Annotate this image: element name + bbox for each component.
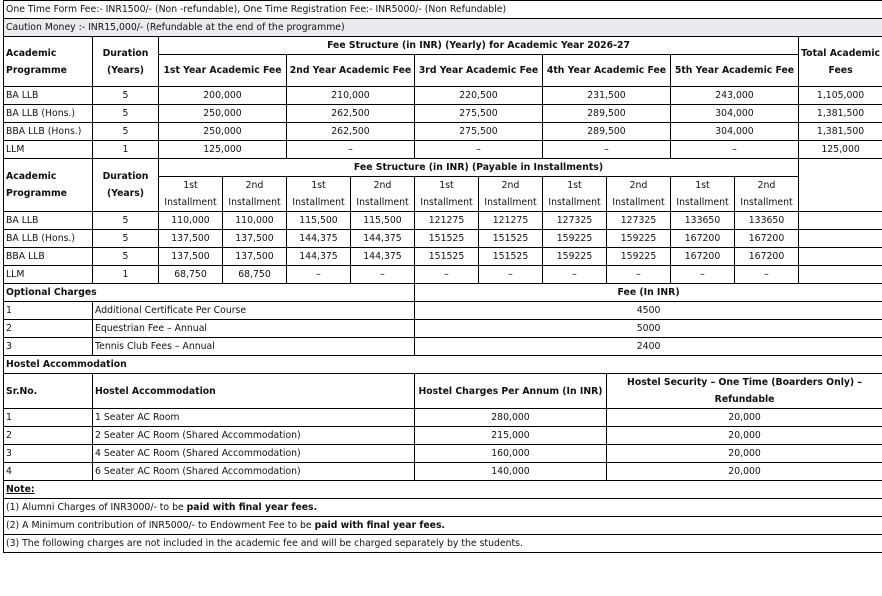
hostel-title: Hostel Accommodation	[4, 356, 882, 374]
programme-name: BA LLB	[4, 87, 93, 105]
installment-column-header	[543, 177, 607, 212]
empty-cell	[799, 248, 882, 266]
hostel-security: 20,000	[607, 463, 882, 481]
installment-value: 68,750	[223, 266, 287, 284]
installment-column-header	[223, 177, 287, 212]
duration-value: 5	[93, 87, 159, 105]
year-fee-value: 220,500	[415, 87, 543, 105]
installment-value: 151525	[415, 248, 479, 266]
installment-value: 144,375	[287, 248, 351, 266]
yearly-fee-row	[4, 87, 882, 105]
year-fee-value: –	[287, 141, 415, 159]
installment-column-header	[607, 177, 671, 212]
installment-value: 151525	[415, 230, 479, 248]
year-fee-value: 250,000	[159, 105, 287, 123]
duration-header	[93, 37, 159, 87]
note-2-text: (2) A Minimum contribution of INR5000/- to Endowment Fee to be	[6, 520, 315, 531]
installment-value: –	[671, 266, 735, 284]
year-fee-value: 200,000	[159, 87, 287, 105]
installment-header-line: Installment	[484, 197, 537, 208]
year-fee-value: 289,500	[543, 105, 671, 123]
installment-value: 137,500	[159, 248, 223, 266]
fee-structure-table	[3, 0, 882, 553]
note-3-cell	[4, 535, 882, 553]
installment-fee-row	[4, 212, 882, 230]
installment-header-line: Installment	[292, 197, 345, 208]
installment-value: 151525	[479, 248, 543, 266]
serial-number: 2	[4, 427, 93, 445]
charge-name: Additional Certificate Per Course	[93, 302, 415, 320]
year-fee-value: 304,000	[671, 105, 799, 123]
programme-name: LLM	[4, 266, 93, 284]
empty-cell	[799, 230, 882, 248]
note-3-text: (3) The following charges are not included in the academic fee and will be charged separately by the students.	[6, 538, 523, 549]
charge-fee: 4500	[415, 302, 882, 320]
optional-fee-header: Fee (In INR)	[415, 284, 882, 302]
installment-fee-title: Fee Structure (in INR) (Payable in Installments)	[159, 159, 799, 177]
year-fee-value: 210,000	[287, 87, 415, 105]
optional-charges-title: Optional Charges	[4, 284, 415, 302]
room-type: 1 Seater AC Room	[93, 409, 415, 427]
installment-header-line: Installment	[420, 197, 473, 208]
installment-value: 137,500	[223, 230, 287, 248]
year-fee-value: 243,000	[671, 87, 799, 105]
installment-value: 151525	[479, 230, 543, 248]
year-fee-value: –	[415, 141, 543, 159]
installment-header-row	[4, 159, 882, 177]
year-fee-value: 262,500	[287, 105, 415, 123]
installment-header-line: 2nd	[629, 180, 648, 191]
duration-value: 1	[93, 141, 159, 159]
programme-header-line: Academic	[6, 47, 57, 59]
year-fee-value: 231,500	[543, 87, 671, 105]
caution-money-text: Caution Money :- INR15,000/- (Refundable at the end of the programme)	[4, 19, 882, 37]
hostel-security: 20,000	[607, 427, 882, 445]
programme-name: BBA LLB (Hons.)	[4, 123, 93, 141]
empty-cell	[799, 212, 882, 230]
installment-value: 159225	[543, 230, 607, 248]
programme-header-line: Programme	[6, 64, 67, 76]
installment-value: 144,375	[351, 248, 415, 266]
installment-value: –	[735, 266, 799, 284]
note-title: Note:	[6, 484, 35, 495]
installment-fee-row	[4, 230, 882, 248]
year-fee-value: 289,500	[543, 123, 671, 141]
hostel-row	[4, 409, 882, 427]
programme-name: LLM	[4, 141, 93, 159]
installment-value: –	[543, 266, 607, 284]
hostel-charge: 160,000	[415, 445, 607, 463]
year-fee-column-header: 1st Year Academic Fee	[159, 55, 287, 87]
programme-name: BA LLB	[4, 212, 93, 230]
note-2	[4, 517, 882, 535]
installment-value: 68,750	[159, 266, 223, 284]
installment-column-header	[351, 177, 415, 212]
hostel-charge: 215,000	[415, 427, 607, 445]
total-fee-value: 125,000	[799, 141, 882, 159]
installment-header-line: 1st	[695, 180, 710, 191]
charge-fee: 5000	[415, 320, 882, 338]
optional-charge-row	[4, 338, 882, 356]
duration-value: 5	[93, 123, 159, 141]
installment-value: 159225	[607, 230, 671, 248]
security-header-line: Hostel Security – One Time (Boarders Only) –	[627, 377, 863, 388]
installment-value: 121275	[415, 212, 479, 230]
year-fee-column-header: 4th Year Academic Fee	[543, 55, 671, 87]
year-fee-column-header: 3rd Year Academic Fee	[415, 55, 543, 87]
year-fee-value: 304,000	[671, 123, 799, 141]
total-fee-value: 1,381,500	[799, 123, 882, 141]
installment-value: –	[607, 266, 671, 284]
academic-programme-header	[4, 37, 93, 87]
installment-header-line: Installment	[356, 197, 409, 208]
installment-value: 115,500	[287, 212, 351, 230]
installment-value: 121275	[479, 212, 543, 230]
installment-value: 137,500	[159, 230, 223, 248]
installment-column-header	[479, 177, 543, 212]
installment-header-line: 1st	[567, 180, 582, 191]
installment-value: 133650	[671, 212, 735, 230]
optional-charges-header-row	[4, 284, 882, 302]
installment-header-line: 2nd	[373, 180, 392, 191]
hostel-charges-header: Hostel Charges Per Annum (In INR)	[415, 374, 607, 409]
charge-name: Tennis Club Fees – Annual	[93, 338, 415, 356]
programme-header-line: Programme	[6, 188, 67, 199]
year-fee-value: –	[671, 141, 799, 159]
installment-header-line: 1st	[311, 180, 326, 191]
installment-value: 110,000	[223, 212, 287, 230]
year-fee-value: 250,000	[159, 123, 287, 141]
installment-column-header	[671, 177, 735, 212]
programme-header-line: Academic	[6, 171, 57, 182]
hostel-security: 20,000	[607, 445, 882, 463]
installment-column-header	[735, 177, 799, 212]
academic-programme-header	[4, 159, 93, 212]
installment-value: 167200	[671, 248, 735, 266]
note-1-cell	[4, 499, 882, 517]
room-type: 4 Seater AC Room (Shared Accommodation)	[93, 445, 415, 463]
hostel-row	[4, 445, 882, 463]
installment-value: –	[287, 266, 351, 284]
year-fee-value: –	[543, 141, 671, 159]
installment-value: 133650	[735, 212, 799, 230]
installment-value: –	[415, 266, 479, 284]
installment-header-line: 2nd	[501, 180, 520, 191]
programme-name: BA LLB (Hons.)	[4, 230, 93, 248]
serial-number: 1	[4, 302, 93, 320]
installment-header-line: Installment	[548, 197, 601, 208]
hostel-accommodation-header: Hostel Accommodation	[93, 374, 415, 409]
installment-value: 159225	[607, 248, 671, 266]
installment-fee-row	[4, 248, 882, 266]
installment-header-line: Installment	[740, 197, 793, 208]
total-header-line: Total Academic	[801, 47, 881, 59]
hostel-header-row	[4, 374, 882, 409]
serial-number: 3	[4, 445, 93, 463]
total-fee-value: 1,105,000	[799, 87, 882, 105]
installment-column-header	[287, 177, 351, 212]
empty-cell	[799, 266, 882, 284]
hostel-title-row	[4, 356, 882, 374]
installment-value: 144,375	[351, 230, 415, 248]
note-3	[4, 535, 882, 553]
duration-value: 5	[93, 230, 159, 248]
programme-name: BA LLB (Hons.)	[4, 105, 93, 123]
year-fee-value: 262,500	[287, 123, 415, 141]
year-fee-column-header: 5th Year Academic Fee	[671, 55, 799, 87]
optional-charge-row	[4, 302, 882, 320]
optional-charge-row	[4, 320, 882, 338]
note-2-cell	[4, 517, 882, 535]
installment-value: 127325	[543, 212, 607, 230]
yearly-fee-title: Fee Structure (in INR) (Yearly) for Academic Year 2026-27	[159, 37, 799, 55]
total-academic-fees-header	[799, 37, 882, 87]
installment-value: –	[479, 266, 543, 284]
yearly-header-row	[4, 37, 882, 55]
installment-value: 137,500	[223, 248, 287, 266]
serial-number: 3	[4, 338, 93, 356]
installment-value: 127325	[607, 212, 671, 230]
empty-cell	[799, 159, 882, 212]
hostel-charge: 140,000	[415, 463, 607, 481]
note-1-text: (1) Alumni Charges of INR3000/- to be	[6, 502, 187, 513]
total-fee-value: 1,381,500	[799, 105, 882, 123]
installment-value: 167200	[671, 230, 735, 248]
form-fee-row	[4, 1, 882, 19]
installment-header-line: Installment	[676, 197, 729, 208]
installment-value: 115,500	[351, 212, 415, 230]
note-2-emphasis: paid with final year fees.	[314, 520, 446, 531]
installment-column-header	[415, 177, 479, 212]
year-fee-value: 125,000	[159, 141, 287, 159]
installment-column-header	[159, 177, 223, 212]
installment-value: 167200	[735, 248, 799, 266]
programme-name: BBA LLB	[4, 248, 93, 266]
room-type: 2 Seater AC Room (Shared Accommodation)	[93, 427, 415, 445]
duration-value: 5	[93, 248, 159, 266]
hostel-charge: 280,000	[415, 409, 607, 427]
hostel-row	[4, 427, 882, 445]
srno-header: Sr.No.	[4, 374, 93, 409]
installment-header-line: 1st	[439, 180, 454, 191]
charge-name: Equestrian Fee – Annual	[93, 320, 415, 338]
yearly-fee-row	[4, 123, 882, 141]
year-fee-value: 275,500	[415, 105, 543, 123]
installment-header-line: 2nd	[245, 180, 264, 191]
note-1	[4, 499, 882, 517]
installment-value: 167200	[735, 230, 799, 248]
room-type: 6 Seater AC Room (Shared Accommodation)	[93, 463, 415, 481]
duration-header-line: Duration	[102, 47, 149, 59]
yearly-fee-row	[4, 105, 882, 123]
caution-money-row	[4, 19, 882, 37]
installment-value: –	[351, 266, 415, 284]
year-fee-value: 275,500	[415, 123, 543, 141]
charge-fee: 2400	[415, 338, 882, 356]
installment-value: 144,375	[287, 230, 351, 248]
duration-value: 1	[93, 266, 159, 284]
note-1-emphasis: paid with final year fees.	[186, 502, 318, 513]
duration-value: 5	[93, 212, 159, 230]
hostel-security-header	[607, 374, 882, 409]
serial-number: 1	[4, 409, 93, 427]
duration-header-line: (Years)	[106, 64, 145, 76]
duration-value: 5	[93, 105, 159, 123]
form-fee-text: One Time Form Fee:- INR1500/- (Non -refundable), One Time Registration Fee:- INR5000/- (Non Refundable)	[4, 1, 882, 19]
hostel-security: 20,000	[607, 409, 882, 427]
installment-header-line: Installment	[612, 197, 665, 208]
serial-number: 2	[4, 320, 93, 338]
installment-fee-row	[4, 266, 882, 284]
note-title-row	[4, 481, 882, 499]
hostel-row	[4, 463, 882, 481]
duration-header-line: Duration	[102, 171, 149, 182]
installment-header-line: 2nd	[757, 180, 776, 191]
installment-header-line: Installment	[164, 197, 217, 208]
installment-header-line: 1st	[183, 180, 198, 191]
year-fee-column-header: 2nd Year Academic Fee	[287, 55, 415, 87]
total-header-line: Fees	[828, 64, 853, 76]
installment-value: 110,000	[159, 212, 223, 230]
duration-header	[93, 159, 159, 212]
note-title-cell	[4, 481, 882, 499]
yearly-fee-row	[4, 141, 882, 159]
duration-header-line: (Years)	[106, 188, 145, 199]
installment-value: 159225	[543, 248, 607, 266]
security-header-line: Refundable	[714, 394, 775, 405]
installment-header-line: Installment	[228, 197, 281, 208]
serial-number: 4	[4, 463, 93, 481]
